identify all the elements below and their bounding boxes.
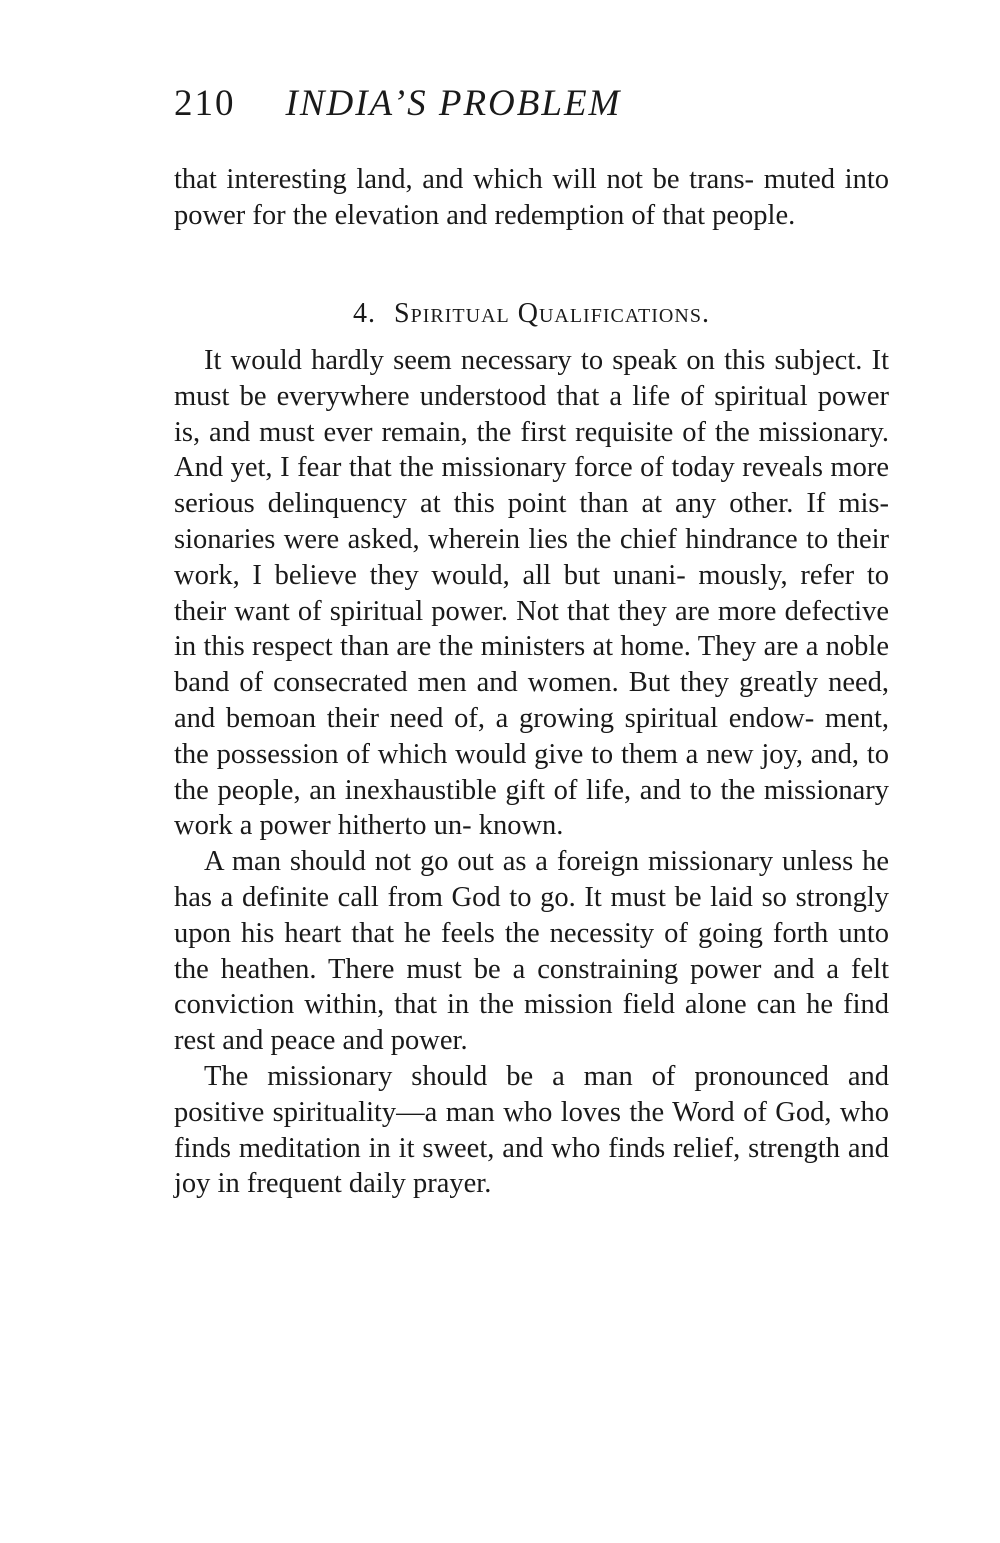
main-text <box>174 343 889 1202</box>
section-title: Spiritual Qualifications. <box>394 298 710 329</box>
page-header <box>174 82 894 132</box>
section-number: 4. <box>353 298 377 329</box>
section-heading <box>174 297 889 331</box>
continuation-paragraph: that interesting land, and which will not be trans- muted into power for the elevation and redemption of that people. <box>174 164 889 231</box>
paragraph-spiritual-power: It would hardly seem necessary to speak on this subject. It must be everywhere understood that a life of spiritual power is, and must ever remain, the first requisite of the missionary. And yet, I fear that the missionary force of today reveals more serious delinquency at this point than at any other. If mis- sionaries were asked, wherein lies the chief hindrance to their work, I believe they would, all but unani- mously, refer to their want of spiritual power. Not that they are more defective in this respect than are the ministers at home. They are a noble band of consecrated men and women. But they greatly need, and bemoan their need of, a growing spiritual endow- ment, the possession of which would give to them a new joy, and, to the people, an inexhaustible gift of life, and to the missionary work a power hitherto un- known. <box>174 345 889 842</box>
page-number: 210 <box>174 83 236 124</box>
paragraph-definite-call: A man should not go out as a foreign missionary unless he has a definite call from God to go. It must be laid so strongly upon his heart that he feels the necessity of going forth unto the heathen. There must be a constraining power and a felt conviction within, that in the mission field alone can he find rest and peace and power. <box>174 846 889 1057</box>
paragraph-positive-spirituality: The missionary should be a man of pronounced and positive spirituality—a man who loves the Word of God, who finds meditation in it sweet, and who finds relief, strength and joy in frequent daily prayer. <box>174 1060 889 1200</box>
continuation-text <box>174 162 889 234</box>
running-title: INDIA’S PROBLEM <box>285 83 622 124</box>
